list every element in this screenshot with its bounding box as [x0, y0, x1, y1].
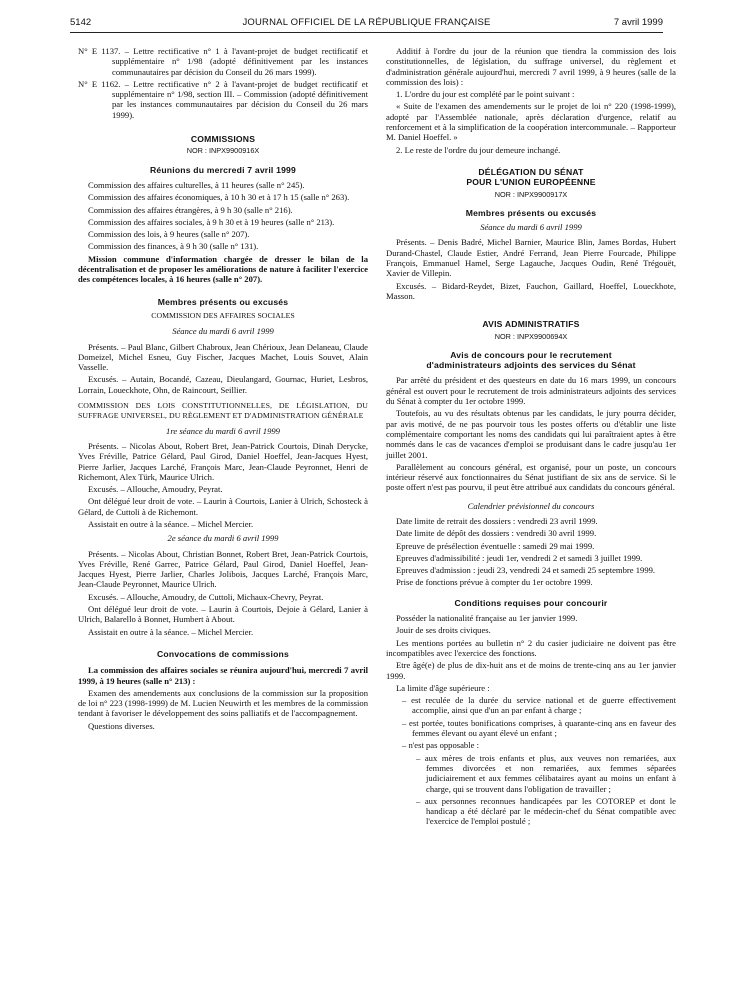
reunion-item: Mission commune d'information chargée de dresser le bilan de la décentralisation et de proposer les améliorations de nature à faciliter l'exercice des compétences locales, à 16 heures (salle n° 207).	[78, 253, 368, 285]
reunion-item: Commission des affaires culturelles, à 11 heures (salle n° 245).	[88, 179, 305, 190]
aff-soc-presents: Présents. – Paul Blanc, Gilbert Chabroux, Jean Chérioux, Jean Delaneau, Claude Domeizel, Michel Esneu, Guy Fischer, Jacques Machet, Louis Souvet, Alain Vasselle.	[78, 341, 368, 373]
aff-soc-seance: Séance du mardi 6 avril 1999	[172, 326, 274, 337]
lois-presents-2: Présents. – Nicolas About, Christian Bonnet, Robert Bret, Jean-Patrick Courtois, Yves Fréville, René Garrec, Patrice Gélard, Paul Girod, Daniel Hoeffel, Jean-Jacques Hyest, Pierre Jarlier, Charles Jolibois, Jacques Larché, François Marc, Jean-Claude Peyronnet, Maurice Ulrich.	[78, 548, 368, 590]
convocations-para: Questions diverses.	[88, 720, 155, 731]
condition-item: Les mentions portées au bulletin n° 2 du casier judiciaire ne doivent pas être incompatibles avec l'exercice des fonctions.	[386, 637, 676, 658]
calendrier-item: Prise de fonctions prévue à compter du 1er octobre 1999.	[396, 577, 593, 588]
lois-delegue-1: Ont délégué leur droit de vote. – Laurin à Courtois, Lanier à Ulrich, Schosteck à Gélard, de Cuttoli à de Richemont.	[78, 496, 368, 517]
intro-item: N° E 1162. – Lettre rectificative n° 2 à l'avant-projet de budget rectificatif et supplémentaire n° 1/98, section III. – Commission (adopté définitivement par les instances communautaires par décision du Conseil du 26 mars 1999).	[78, 78, 368, 120]
intro-item: N° E 1137. – Lettre rectificative n° 1 à l'avant-projet de budget rectificatif et supplémentaire n° 1/98 (adopté définitivement par les instances communautaires par décision du Conseil du 26 mars 1999).	[78, 46, 368, 77]
delegation-membres-title: Membres présents ou excusés	[465, 207, 597, 218]
limite-item: – n'est pas opposable :	[402, 740, 479, 751]
delegation-seance: Séance du mardi 6 avril 1999	[480, 222, 582, 233]
additif-point-2: 2. Le reste de l'ordre du jour demeure inchangé.	[396, 144, 561, 155]
page-header	[70, 17, 663, 31]
additif-point-1-text: « Suite de l'examen des amendements sur le projet de loi n° 220 (1998-1999), adopté par l'Assemblée nationale, après déclaration d'urgence, relatif au renforcement et à la simplification de la coopération intercommunale. – Rapporteur M. Daniel Hoeffel. »	[386, 101, 676, 143]
lois-title: COMMISSION DES LOIS CONSTITUTIONNELLES, DE LÉGISLATION, DU SUFFRAGE UNIVERSEL, DU RÈGLEMENT ET D'ADMINISTRATION GÉNÉRALE	[78, 401, 368, 421]
delegation-excuses: Excusés. – Bidard-Reydet, Bizet, Fauchon, Gaillard, Hoeffel, Loueckhote, Masson.	[386, 280, 676, 301]
calendrier-item: Date limite de retrait des dossiers : vendredi 23 avril 1999.	[396, 515, 598, 526]
opposable-item: – aux mères de trois enfants et plus, aux veuves non remariées, aux femmes divorcées et non remariées, aux femmes séparées judiciairement et aux femmes célibataires ayant au moins un enfant à charge, qui se trouvent dans l'obligation de travailler ;	[416, 752, 676, 794]
journal-title: JOURNAL OFFICIEL DE LA RÉPUBLIQUE FRANÇAISE	[242, 17, 491, 28]
lois-assistait-1: Assistait en outre à la séance. – Michel Mercier.	[88, 518, 254, 529]
limite-item: – est reculée de la durée du service national et de guerre effectivement accomplie, ainsi que d'un an par enfant à charge ;	[402, 695, 676, 716]
lois-delegue-2: Ont délégué leur droit de vote. – Laurin à Courtois, Dejoie à Gélard, Lanier à Ulrich, Balarello à Bonnet, Humbert à About.	[78, 604, 368, 625]
concours-para: Toutefois, au vu des résultats obtenus par les candidats, le jury pourra décider, par avis motivé, de ne pas pourvoir tous les postes offerts ou d'établir une liste complémentaire comportant les noms des candidats qui lui paraîtraient aptes à être nommés dans le cas de vacances d'emploi se produisant dans le cadre jusqu'au 1er juillet 2001.	[386, 408, 676, 460]
aff-soc-title: COMMISSION DES AFFAIRES SOCIALES	[151, 310, 295, 320]
commissions-nor: NOR : INPX9900916X	[186, 146, 260, 156]
condition-item: La limite d'âge supérieure :	[396, 682, 490, 693]
commissions-title: COMMISSIONS	[190, 134, 256, 145]
concours-title-line2: d'administrateurs adjoints des services du Sénat	[426, 360, 636, 371]
reunion-item: Commission des finances, à 9 h 30 (salle n° 131).	[88, 241, 259, 252]
reunion-item: Commission des affaires étrangères, à 9 h 30 (salle n° 216).	[88, 204, 293, 215]
calendrier-item: Epreuve de présélection éventuelle : samedi 29 mai 1999.	[396, 540, 595, 551]
reunion-item: Commission des affaires sociales, à 9 h 30 et à 19 heures (salle n° 213).	[88, 216, 335, 227]
additif-para: Additif à l'ordre du jour de la réunion que tiendra la commission des lois constitutionnelles, de législation, du suffrage universel, du règlement et d'administration générale aujourd'hui, mercredi 7 avril 1999, à 9 heures (salle de la commission des lois) :	[386, 46, 676, 87]
aff-soc-excuses: Excusés. – Autain, Bocandé, Cazeau, Dieulangard, Gournac, Huriet, Lesbros, Lorrain, Loueckhote, Ohn, de Raincourt, Seillier.	[78, 374, 368, 395]
right-column	[386, 46, 676, 829]
convocations-title: Convocations de commissions	[157, 648, 289, 659]
calendrier-item: Date limite de dépôt des dossiers : vendredi 30 avril 1999.	[396, 528, 597, 539]
delegation-title-line2: POUR L'UNION EUROPÉENNE	[466, 177, 596, 188]
convocations-para: La commission des affaires sociales se réunira aujourd'hui, mercredi 7 avril 1999, à 19 heures (salle n° 213) :	[78, 665, 368, 686]
condition-item: Etre âgé(e) de plus de dix-huit ans et de moins de trente-cinq ans au 1er janvier 1999.	[386, 660, 676, 681]
calendrier-title: Calendrier prévisionnel du concours	[467, 500, 595, 511]
issue-date: 7 avril 1999	[613, 17, 663, 28]
limite-item: – est portée, toutes bonifications comprises, à quarante-cinq ans en faveur des femmes élevant ou ayant élevé un enfant ;	[402, 717, 676, 739]
avis-title: AVIS ADMINISTRATIFS	[482, 319, 580, 330]
reunion-item: Commission des lois, à 9 heures (salle n° 207).	[88, 229, 250, 240]
avis-nor: NOR : INPX9900694X	[494, 331, 568, 341]
calendrier-item: Epreuves d'admissibilité : jeudi 1er, vendredi 2 et samedi 3 juillet 1999.	[396, 552, 643, 563]
convocations-para: Examen des amendements aux conclusions de la commission sur la proposition de loi n° 223 (1998-1999) de M. Lucien Neuwirth et les membres de la commission tendant à favoriser le développement des soins palliatifs et de l'accompagnement.	[78, 687, 368, 719]
lois-assistait-2: Assistait en outre à la séance. – Michel Mercier.	[88, 626, 254, 637]
concours-para: Parallèlement au concours général, est organisé, pour un poste, un concours intérieur réservé aux fonctionnaires du Sénat justifiant de six ans de service. Si le poste offert n'est pas pourvu, il peut être attribué aux candidats du concours général.	[386, 461, 676, 493]
concours-title-line1: Avis de concours pour le recrutement	[450, 349, 612, 360]
lois-excuses-1: Excusés. – Allouche, Amoudry, Peyrat.	[88, 484, 223, 495]
calendrier-item: Epreuves d'admission : jeudi 23, vendredi 24 et samedi 25 septembre 1999.	[396, 565, 656, 576]
lois-seance-1: 1re séance du mardi 6 avril 1999	[166, 425, 280, 436]
membres-title: Membres présents ou excusés	[157, 296, 289, 307]
left-column	[78, 46, 368, 733]
lois-seance-2: 2e séance du mardi 6 avril 1999	[167, 533, 279, 544]
concours-para: Par arrêté du président et des questeurs en date du 16 mars 1999, un concours général est ouvert pour le recrutement de trois administrateurs adjoints des services du Sénat à compter du 1er octobre 1999.	[386, 375, 676, 407]
conditions-title: Conditions requises pour concourir	[454, 597, 608, 608]
delegation-presents: Présents. – Denis Badré, Michel Barnier, Maurice Blin, James Bordas, Hubert Durand-Chastel, Claude Estier, André Ferrand, Jean Pierre Fourcade, Philippe François, Emmanuel Hamel, Serge Lagauche, Jacques Oudin, René Trégouët, Xavier de Villepin.	[386, 237, 676, 279]
page-number: 5142	[70, 17, 92, 28]
condition-item: Jouir de ses droits civiques.	[396, 625, 491, 636]
delegation-nor: NOR : INPX9900917X	[494, 189, 568, 199]
lois-excuses-2: Excusés. – Allouche, Amoudry, de Cuttoli, Michaux-Chevry, Peyrat.	[88, 591, 324, 602]
reunions-title: Réunions du mercredi 7 avril 1999	[149, 164, 297, 175]
additif-point-1: 1. L'ordre du jour est complété par le point suivant :	[396, 89, 575, 100]
reunion-item: Commission des affaires économiques, à 10 h 30 et à 17 h 15 (salle n° 263).	[88, 192, 350, 203]
lois-presents-1: Présents. – Nicolas About, Robert Bret, Jean-Patrick Courtois, Dinah Derycke, Yves Fréville, Patrice Gélard, Paul Girod, Daniel Hoeffel, Jean-Jacques Hyest, Pierre Jarlier, Jacques Larché, François Marc, Jean-Claude Peyronnet, Henri de Richemont, Alex Türk, Maurice Ulrich.	[78, 440, 368, 482]
condition-item: Posséder la nationalité française au 1er janvier 1999.	[396, 613, 578, 624]
header-rule	[70, 32, 663, 33]
opposable-item: – aux personnes reconnues handicapées par les COTOREP et dont le handicap a été déclaré par le médecin-chef du Sénat compatible avec l'exercice de l'emploi postulé ;	[416, 795, 676, 827]
delegation-title-line1: DÉLÉGATION DU SÉNAT	[478, 166, 584, 177]
